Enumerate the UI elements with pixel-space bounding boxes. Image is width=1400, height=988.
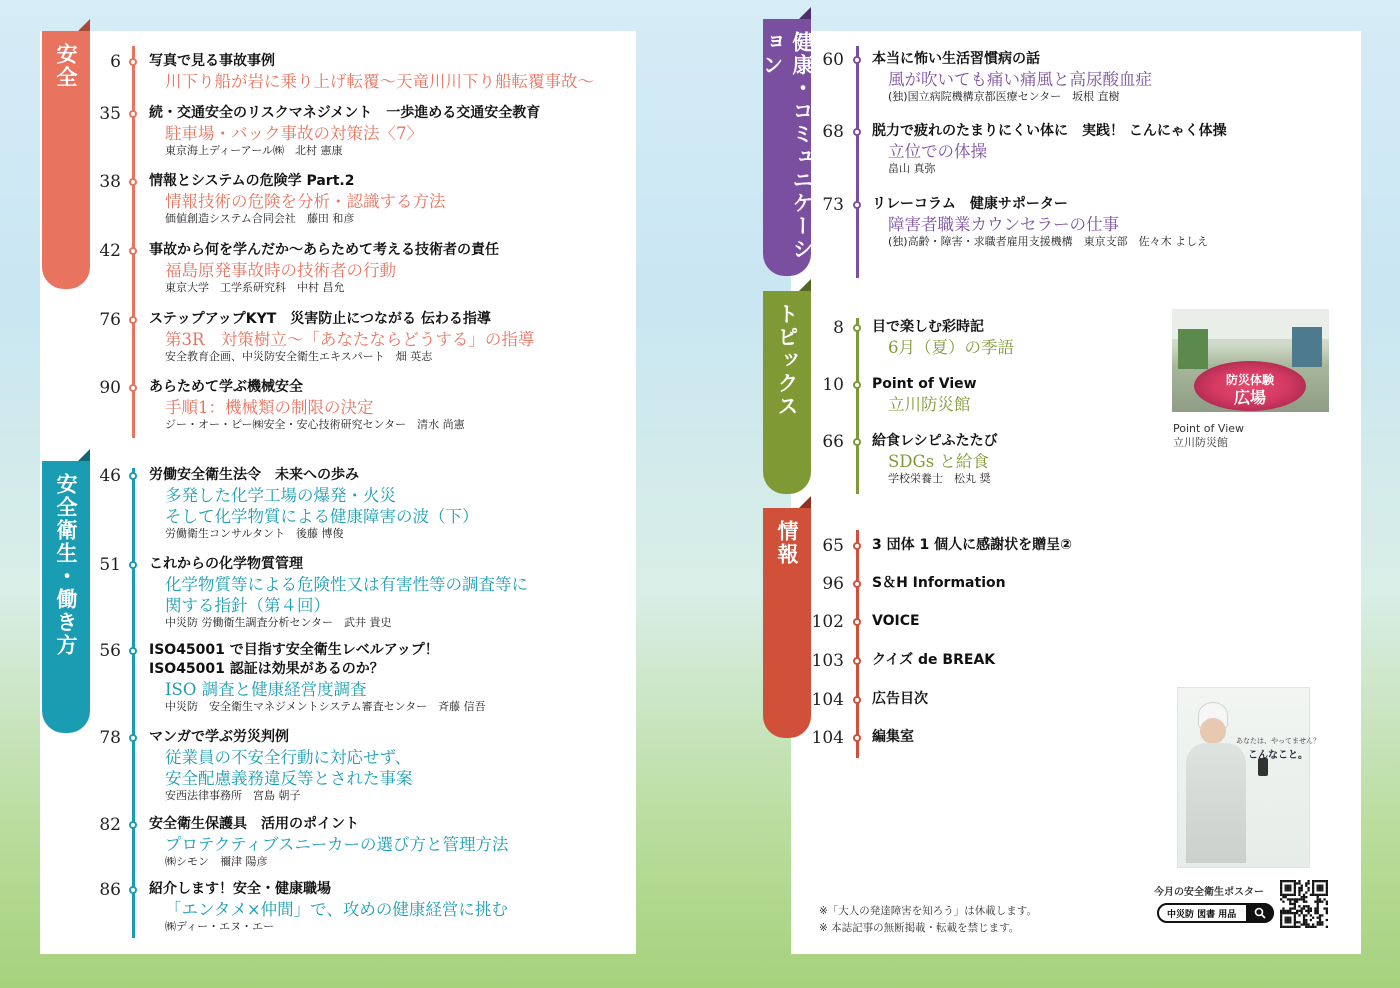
page-number[interactable]: 56 [99, 641, 121, 661]
article-title[interactable]: 目で楽しむ彩時記 [872, 319, 984, 335]
photo-sign-line2: 広場 [1233, 388, 1266, 407]
right-page [791, 31, 1361, 954]
article-author: 価値創造システム合同会社 藤田 和彦 [165, 212, 355, 225]
article-title[interactable]: 情報とシステムの危険学 Part.2 [149, 173, 355, 189]
article-title[interactable]: 広告目次 [872, 691, 928, 707]
article-author: 安全教育企画、中災防安全衛生エキスパート 畑 英志 [165, 350, 433, 363]
article-author: 労働衛生コンサルタント 後藤 博俊 [165, 527, 344, 540]
section-tab: 健康・コミュニケーション [763, 19, 811, 276]
article-subtitle[interactable]: 立川防災館 [888, 395, 971, 414]
article-title[interactable]: 写真で見る事故事例 [149, 53, 275, 69]
page-number[interactable]: 8 [833, 318, 844, 338]
article-subtitle[interactable]: 化学物質等による危険性又は有害性等の調査等に [165, 575, 528, 594]
article-author: 中災防 安全衛生マネジメントシステム審査センター 斉藤 信吾 [165, 700, 486, 713]
timeline-dot [853, 438, 861, 446]
article-title[interactable]: Point of View [872, 376, 977, 392]
poster-text-line2: こんなこと。 [1248, 750, 1308, 761]
article-title[interactable]: リレーコラム 健康サポーター [872, 196, 1068, 212]
page-number[interactable]: 102 [811, 612, 844, 632]
article-subtitle[interactable]: 第3R 対策樹立～「あなたならどうする」の指導 [165, 330, 535, 349]
note-1: ※「大人の発達障害を知ろう」は休載します。 [819, 905, 1037, 917]
timeline-dot [853, 128, 861, 136]
section-timeline [856, 530, 859, 758]
article-title[interactable]: 労働安全衛生法令 未来への歩み [149, 467, 359, 483]
timeline-dot [853, 618, 861, 626]
article-title[interactable]: 紹介します！安全・健康職場 [149, 881, 331, 897]
page-number[interactable]: 76 [99, 310, 121, 330]
section-timeline [856, 318, 859, 494]
timeline-dot [129, 58, 137, 66]
article-title[interactable]: ステップアップKYT 災害防止につながる 伝わる指導 [149, 311, 491, 327]
photo-sign-line1: 防災体験 [1225, 373, 1274, 387]
article-subtitle[interactable]: 従業員の不安全行動に対応せず、 [165, 748, 412, 767]
article-author: ㈱シモン 禰津 陽彦 [165, 855, 268, 868]
article-title[interactable]: 事故から何を学んだか～あらためて考える技術者の責任 [149, 242, 499, 258]
poster-search-box[interactable] [1157, 903, 1274, 923]
page-number[interactable]: 68 [822, 122, 844, 142]
section-timeline [132, 468, 135, 938]
page-number[interactable]: 46 [99, 466, 121, 486]
section-timeline [132, 46, 135, 438]
article-subtitle[interactable]: 情報技術の危険を分析・認識する方法 [165, 192, 446, 211]
page-number[interactable]: 38 [99, 172, 121, 192]
page-number[interactable]: 104 [811, 728, 844, 748]
timeline-dot [129, 821, 137, 829]
page-number[interactable]: 78 [99, 728, 121, 748]
qr-code-icon[interactable] [1280, 880, 1328, 928]
article-author: 中災防 労働衛生調査分析センター 武井 貴史 [165, 616, 392, 629]
timeline-dot [853, 324, 861, 332]
article-title[interactable]: これからの化学物質管理 [149, 556, 303, 572]
article-title[interactable]: 安全衛生保護具 活用のポイント [149, 816, 359, 832]
article-title[interactable]: ISO45001 で目指す安全衛生レベルアップ！ [149, 642, 439, 658]
article-subtitle[interactable]: そして化学物質による健康障害の波（下） [165, 507, 479, 526]
article-subtitle[interactable]: 障害者職業カウンセラーの仕事 [888, 215, 1119, 234]
article-title[interactable]: クイズ de BREAK [872, 652, 996, 668]
timeline-dot [129, 178, 137, 186]
timeline-dot [853, 542, 861, 550]
timeline-dot [853, 381, 861, 389]
poster-label: 今月の安全衛生ポスター [1154, 887, 1264, 898]
timeline-dot [129, 647, 137, 655]
section-tab: 安全 [42, 31, 90, 289]
article-subtitle[interactable]: 安全配慮義務違反等とされた事案 [165, 769, 413, 788]
safety-poster[interactable] [1177, 687, 1320, 868]
article-subtitle[interactable]: 多発した化学工場の爆発・火災 [165, 486, 396, 505]
article-title[interactable]: 編集室 [872, 729, 914, 745]
page-number[interactable]: 96 [822, 574, 844, 594]
article-title[interactable]: 続・交通安全のリスクマネジメント 一歩進める交通安全教育 [149, 105, 541, 121]
article-author: 東京大学 工学系研究科 中村 昌允 [165, 281, 345, 294]
photo-caption-title: Point of View [1173, 422, 1245, 435]
article-author: 東京海上ディーアール㈱ 北村 憲康 [165, 144, 343, 157]
article-subtitle[interactable]: SDGs と給食 [888, 452, 989, 471]
note-2: ※ 本誌記事の無断掲載・転載を禁じます。 [819, 922, 1020, 934]
timeline-dot [129, 472, 137, 480]
page-number[interactable]: 10 [822, 375, 844, 395]
article-subtitle[interactable]: 関する指針（第４回） [165, 596, 330, 615]
page-number[interactable]: 66 [822, 432, 844, 452]
page-number[interactable]: 104 [811, 690, 844, 710]
timeline-dot [129, 110, 137, 118]
article-title[interactable]: あらためて学ぶ機械安全 [149, 379, 303, 395]
article-subtitle[interactable]: プロテクティブスニーカーの選び方と管理方法 [165, 835, 509, 854]
article-title[interactable]: VOICE [872, 613, 920, 629]
article-title[interactable]: マンガで学ぶ労災判例 [149, 729, 289, 745]
tachikawa-photo [1172, 309, 1329, 412]
page-number[interactable]: 51 [99, 555, 121, 575]
article-subtitle[interactable]: 6月（夏）の季語 [888, 338, 1014, 357]
article-author: 学校栄養士 松丸 奨 [888, 472, 991, 485]
search-box-label: 中災防 図書 用品 [1167, 909, 1237, 920]
article-subtitle[interactable]: 手順1：機械類の制限の決定 [165, 398, 374, 417]
page-number[interactable]: 90 [99, 378, 121, 398]
article-author: 畠山 真弥 [888, 162, 936, 175]
timeline-dot [129, 561, 137, 569]
article-author: (独)高齢・障害・求職者雇用支援機構 東京支部 佐々木 よしえ [888, 235, 1209, 248]
page-number[interactable]: 42 [99, 241, 121, 261]
timeline-dot [129, 886, 137, 894]
timeline-dot [129, 247, 137, 255]
timeline-dot [129, 316, 137, 324]
article-title[interactable]: 3 団体 1 個人に感謝状を贈呈② [872, 537, 1072, 553]
page-number[interactable]: 65 [822, 536, 844, 556]
page-number[interactable]: 86 [99, 880, 121, 900]
article-subtitle[interactable]: ISO 調査と健康経営度調査 [165, 680, 367, 699]
timeline-dot [853, 657, 861, 665]
poster-text-line1: あなたは、やってません？ [1236, 737, 1320, 745]
article-title[interactable]: S＆H Information [872, 575, 1006, 591]
section-timeline [856, 46, 859, 278]
section-tab: トピックス [763, 291, 811, 494]
article-title-line2[interactable]: ISO45001 認証は効果があるのか？ [149, 661, 384, 677]
article-author: 安西法律事務所 宮島 朝子 [165, 789, 301, 802]
article-subtitle[interactable]: 川下り船が岩に乗り上げ転覆～天竜川川下り船転覆事故～ [165, 72, 594, 91]
section-tab: 情報 [763, 508, 811, 738]
article-author: (独)国立病院機構京都医療センター 坂根 直樹 [888, 90, 1120, 103]
timeline-dot [853, 734, 861, 742]
article-author: ㈱ディー・エヌ・エー [165, 920, 275, 933]
search-icon [1246, 903, 1274, 923]
page-number[interactable]: 73 [822, 195, 844, 215]
article-title[interactable]: 脱力で疲れのたまりにくい体に 実践！ こんにゃく体操 [872, 123, 1227, 139]
timeline-dot [129, 384, 137, 392]
timeline-dot [129, 734, 137, 742]
article-subtitle[interactable]: 立位での体操 [888, 142, 987, 161]
timeline-dot [853, 696, 861, 704]
page-number[interactable]: 6 [110, 52, 121, 72]
page-number[interactable]: 60 [822, 50, 844, 70]
page-number[interactable]: 35 [99, 104, 121, 124]
timeline-dot [853, 56, 861, 64]
page-number[interactable]: 103 [811, 651, 844, 671]
article-subtitle[interactable]: 「エンタメ×仲間」で、攻めの健康経営に挑む [165, 900, 508, 919]
section-tab: 安全衛生・働き方 [42, 461, 90, 733]
article-title[interactable]: 本当に怖い生活習慣病の話 [872, 51, 1040, 67]
timeline-dot [853, 201, 861, 209]
timeline-dot [853, 580, 861, 588]
article-subtitle[interactable]: 福島原発事故時の技術者の行動 [165, 261, 396, 280]
photo-caption-place: 立川防災館 [1173, 436, 1228, 449]
article-title[interactable]: 給食レシピふたたび [872, 433, 998, 449]
article-author: ジー・オー・ピー㈱安全・安心技術研究センター 清水 尚憲 [165, 418, 465, 431]
page-number[interactable]: 82 [99, 815, 121, 835]
article-subtitle[interactable]: 風が吹いても痛い痛風と高尿酸血症 [888, 70, 1152, 89]
article-subtitle[interactable]: 駐車場・バック事故の対策法〈7〉 [165, 124, 423, 143]
